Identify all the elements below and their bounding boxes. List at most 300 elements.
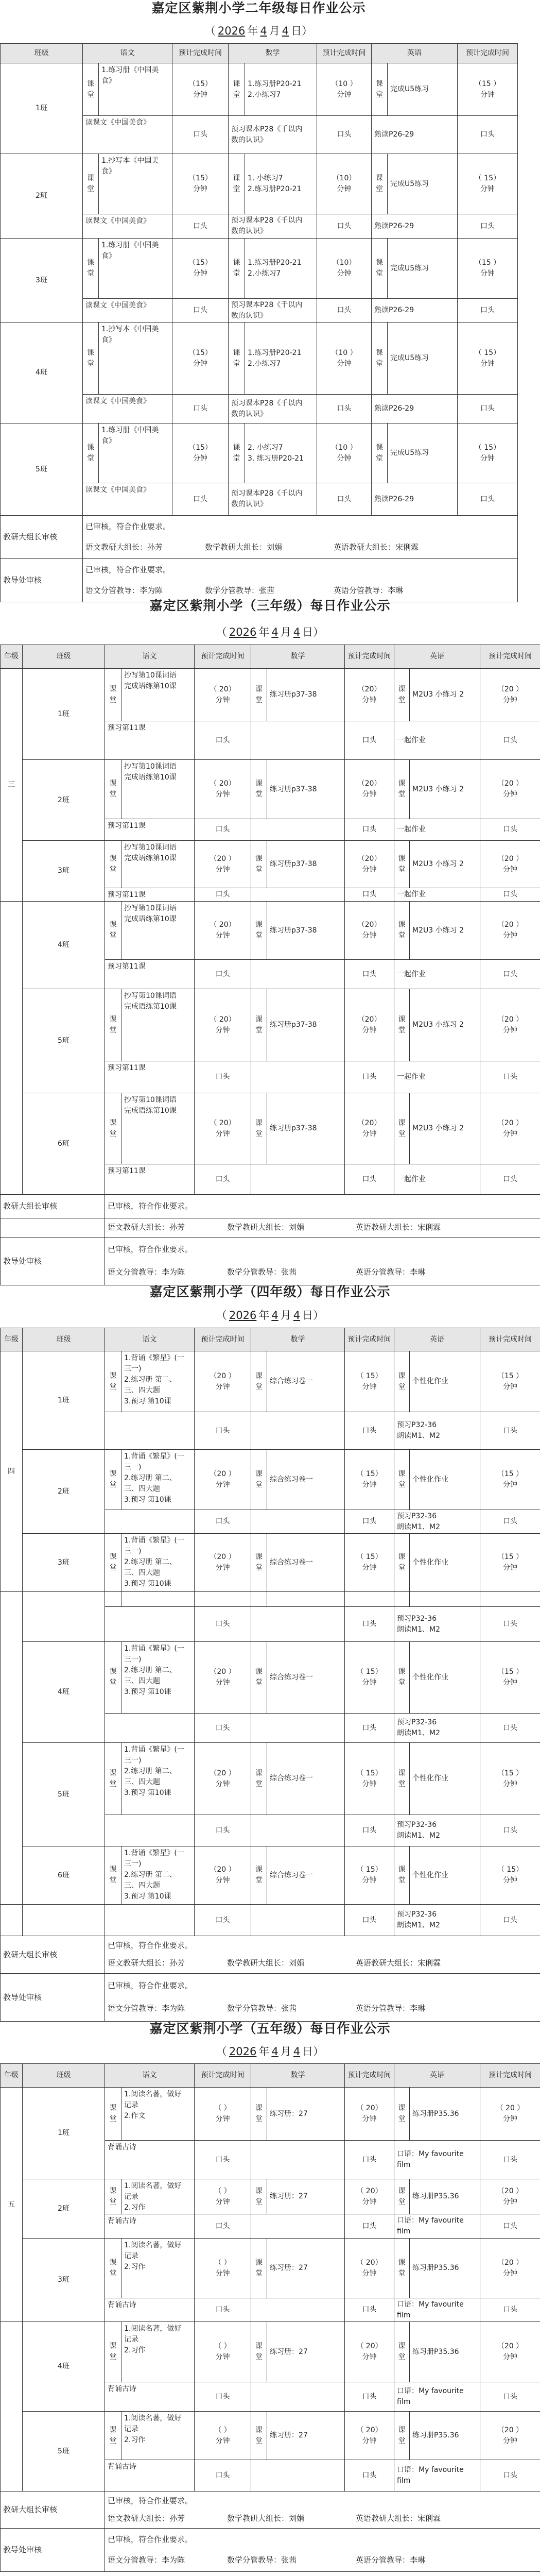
classroom-label: 课堂 bbox=[251, 1534, 267, 1592]
classroom-label: 课堂 bbox=[394, 760, 410, 819]
classroom-label: 课堂 bbox=[105, 2322, 121, 2382]
math-homework: 综合练习卷一 bbox=[267, 1846, 345, 1905]
review-status-text: 已审核，符合作业要求。 bbox=[85, 565, 171, 574]
class-homework-row bbox=[1, 902, 540, 960]
math-homework bbox=[251, 1607, 345, 1642]
math-homework: 练习册p37-38 bbox=[267, 841, 345, 888]
review-status-text: 已审核，符合作业要求。 bbox=[108, 1244, 193, 1254]
date-month: 4 bbox=[271, 626, 278, 638]
english-homework: M2U3 小练习 2 bbox=[410, 669, 480, 721]
class-name-cell: 6班 bbox=[23, 1093, 105, 1195]
date-year: 2026 bbox=[217, 25, 246, 37]
math-time: 口头 bbox=[345, 819, 394, 841]
classroom-label: 课堂 bbox=[372, 239, 388, 299]
english-homework: 预习P32-36 朗读M1、M2 bbox=[394, 1510, 480, 1534]
math-time: （20） 分钟 bbox=[345, 902, 394, 960]
class-name-cell bbox=[23, 1905, 105, 1936]
math-homework: 综合练习卷一 bbox=[267, 1450, 345, 1510]
signer-name: 语文教研大组长：孙芳 bbox=[108, 2513, 185, 2523]
classroom-label: 课堂 bbox=[394, 2239, 410, 2298]
english-time: （20 ） 分钟 bbox=[480, 902, 540, 960]
column-header: 年级 bbox=[1, 1328, 23, 1351]
column-header: 预计完成时间 bbox=[172, 44, 229, 63]
review-label: 教研大组长审核 bbox=[1, 516, 83, 559]
class-name-cell: 3班 bbox=[23, 1534, 105, 1592]
column-header: 预计完成时间 bbox=[345, 645, 394, 669]
column-header: 班级 bbox=[23, 645, 105, 669]
english-homework: 练习册P35.36 bbox=[410, 2239, 480, 2298]
classroom-label bbox=[251, 1592, 267, 1607]
chinese-time: 口头 bbox=[195, 1412, 251, 1450]
date-day-unit: 日 bbox=[302, 2045, 313, 2058]
english-time: 口头 bbox=[480, 1607, 540, 1642]
class-name-cell: 4班 bbox=[1, 323, 83, 423]
date-month-unit: 月 bbox=[280, 626, 291, 638]
english-time: 口头 bbox=[480, 2141, 540, 2179]
class-homework-row bbox=[1, 2179, 540, 2214]
chinese-time: （20 ） 分钟 bbox=[195, 1642, 251, 1714]
chinese-time: （20 ） 分钟 bbox=[195, 841, 251, 888]
english-time: 口头 bbox=[480, 819, 540, 841]
classroom-label: 课堂 bbox=[229, 154, 245, 214]
review-status-text: 已审核，符合作业要求。 bbox=[108, 1940, 193, 1950]
math-time: 口头 bbox=[345, 1412, 394, 1450]
classroom-label: 课堂 bbox=[105, 902, 121, 960]
english-time: （ 15） 分钟 bbox=[458, 154, 518, 214]
header-row bbox=[1, 44, 518, 63]
english-time: （ 15） 分钟 bbox=[458, 423, 518, 483]
english-homework: M2U3 小练习 2 bbox=[410, 1093, 480, 1164]
review-signers bbox=[108, 2513, 537, 2524]
math-time: （ 20） 分钟 bbox=[345, 2088, 394, 2141]
english-homework: 口语：My favourite film bbox=[394, 2214, 480, 2239]
classroom-label: 课堂 bbox=[251, 2239, 267, 2298]
english-homework: 练习册P35.36 bbox=[410, 2179, 480, 2214]
chinese-time: 口头 bbox=[195, 819, 251, 841]
math-homework bbox=[251, 2382, 345, 2412]
classroom-label: 课堂 bbox=[251, 1351, 267, 1412]
class-name-cell: 1班 bbox=[23, 669, 105, 760]
review-signers bbox=[85, 542, 515, 553]
chinese-homework: 读课文《中国美食》 bbox=[83, 483, 172, 516]
math-time: 口头 bbox=[317, 395, 372, 423]
date-year-unit: 年 bbox=[258, 626, 270, 638]
signer-name: 数学分管教导：张茜 bbox=[227, 2555, 297, 2565]
column-header: 数学 bbox=[251, 645, 345, 669]
classroom-label: 课堂 bbox=[372, 63, 388, 116]
column-header: 预计完成时间 bbox=[195, 1328, 251, 1351]
chinese-homework bbox=[105, 1607, 195, 1642]
classroom-label bbox=[105, 1592, 121, 1607]
chinese-time bbox=[195, 1592, 251, 1607]
math-homework bbox=[251, 2214, 345, 2239]
chinese-time: （ 20） 分钟 bbox=[195, 760, 251, 819]
date-day-unit: 日 bbox=[291, 25, 302, 37]
classroom-label: 课堂 bbox=[83, 323, 99, 395]
math-homework: 练习册p37-38 bbox=[267, 902, 345, 960]
column-header: 预计完成时间 bbox=[195, 2064, 251, 2088]
classroom-label: 课堂 bbox=[251, 902, 267, 960]
math-homework: 预习课本P28《千以内 数的认识》 bbox=[229, 116, 317, 154]
date-line bbox=[0, 1308, 540, 1323]
math-time: 口头 bbox=[345, 1061, 394, 1093]
chinese-time: （20 ） 分钟 bbox=[195, 1743, 251, 1815]
chinese-time: 口头 bbox=[195, 1607, 251, 1642]
chinese-time: 口头 bbox=[195, 960, 251, 989]
review-box bbox=[108, 1219, 537, 1236]
review-box bbox=[108, 2529, 537, 2571]
chinese-homework: 预习第11课 bbox=[105, 960, 195, 989]
date-open: （ bbox=[204, 25, 216, 37]
signer-name: 语文分管教导：李为陈 bbox=[108, 1267, 185, 1277]
chinese-homework: 1.背诵《繁星》(一 三一) 2.练习册 第二、 三、四大题 3.预习 第10课 bbox=[121, 1351, 195, 1412]
english-time: （20 ） 分钟 bbox=[480, 841, 540, 888]
classroom-label: 课堂 bbox=[251, 760, 267, 819]
english-time: 口头 bbox=[480, 960, 540, 989]
classroom-label: 课堂 bbox=[394, 841, 410, 888]
chinese-time: 口头 bbox=[172, 395, 229, 423]
grade-label-cell: 四 bbox=[1, 1351, 23, 1592]
chinese-homework: 1.背诵《繁星》(一 三一) 2.练习册 第二、 三、四大题 3.预习 第10课 bbox=[121, 1743, 195, 1815]
math-time: （20） 分钟 bbox=[345, 1093, 394, 1164]
chinese-time: 口头 bbox=[195, 2460, 251, 2492]
review-label: 教研大组长审核 bbox=[1, 2492, 105, 2529]
column-header: 预计完成时间 bbox=[345, 2064, 394, 2088]
class-name-cell: 5班 bbox=[23, 989, 105, 1093]
english-time: （20 ） 分钟 bbox=[480, 1093, 540, 1164]
chinese-time: 口头 bbox=[172, 116, 229, 154]
math-homework bbox=[251, 960, 345, 989]
date-close: ） bbox=[313, 626, 324, 638]
chinese-homework: 抄写第10课词语 完成语练第10课 bbox=[121, 841, 195, 888]
english-homework: 预习P32-36 朗读M1、M2 bbox=[394, 1815, 480, 1846]
review-row bbox=[1, 1974, 540, 2022]
chinese-time: 口头 bbox=[195, 1905, 251, 1936]
math-time: （20） 分钟 bbox=[345, 989, 394, 1061]
chinese-homework: 1.阅读名著，做好 记录 2.习作 bbox=[121, 2412, 195, 2460]
class-name-cell: 1班 bbox=[23, 2088, 105, 2179]
review-label: 教导处审核 bbox=[1, 2529, 105, 2572]
class-homework-row bbox=[1, 989, 540, 1061]
class-name-cell: 4班 bbox=[23, 1642, 105, 1743]
signer-name: 数学教研大组长：刘娟 bbox=[227, 2513, 305, 2523]
english-time: （20 ） 分钟 bbox=[480, 2412, 540, 2460]
class-name-cell: 4班 bbox=[23, 902, 105, 989]
chinese-homework: 读课文《中国美食》 bbox=[83, 116, 172, 154]
review-row bbox=[1, 1218, 540, 1238]
classroom-label: 课堂 bbox=[83, 154, 99, 214]
review-signers bbox=[108, 1958, 537, 1969]
english-homework: 口语：My favourite film bbox=[394, 2298, 480, 2322]
chinese-time: （ ） 分钟 bbox=[195, 2322, 251, 2382]
date-open: （ bbox=[216, 1309, 227, 1321]
math-homework bbox=[251, 819, 345, 841]
english-homework: 预习P32-36 朗读M1、M2 bbox=[394, 1607, 480, 1642]
signer-name: 语文教研大组长：孙芳 bbox=[108, 1958, 185, 1968]
english-time: （ 15） 分钟 bbox=[480, 1846, 540, 1905]
math-homework: 1. 小练习7 2.练习册P20-21 bbox=[245, 154, 317, 214]
review-content bbox=[105, 1974, 540, 2022]
classroom-label: 课堂 bbox=[105, 669, 121, 721]
chinese-homework: 抄写第10课词语 完成语练第10课 bbox=[121, 1093, 195, 1164]
page-title: 嘉定区紫荆小学二年级每日作业公示 bbox=[151, 1, 366, 15]
chinese-homework: 预习第11课 bbox=[105, 819, 195, 841]
classroom-label: 课堂 bbox=[251, 669, 267, 721]
chinese-time: 口头 bbox=[195, 721, 251, 760]
class-homework-row bbox=[1, 1592, 540, 1607]
chinese-time: （15） 分钟 bbox=[172, 239, 229, 299]
english-time: 口头 bbox=[480, 2298, 540, 2322]
signer-name: 英语分管教导：李琳 bbox=[356, 2004, 426, 2013]
math-homework: 预习课本P28《千以内 数的认识》 bbox=[229, 395, 317, 423]
chinese-homework: 1.练习册《中国美 食》 bbox=[99, 63, 172, 116]
review-status-text: 已审核，符合作业要求。 bbox=[108, 2496, 193, 2505]
english-time: 口头 bbox=[480, 1714, 540, 1743]
class-homework-row bbox=[1, 63, 518, 116]
column-header: 预计完成时间 bbox=[345, 1328, 394, 1351]
classroom-label: 课堂 bbox=[105, 2088, 121, 2141]
page-title: 嘉定区紫荆小学（四年级）每日作业公示 bbox=[149, 1284, 391, 1299]
class-name-cell: 2班 bbox=[23, 1450, 105, 1534]
review-content bbox=[83, 559, 518, 602]
date-line bbox=[0, 24, 517, 38]
chinese-homework: 1.阅读名著，做好 记录 2.习作 bbox=[121, 2179, 195, 2214]
math-homework bbox=[251, 888, 345, 902]
column-header: 预计完成时间 bbox=[195, 645, 251, 669]
classroom-label: 课堂 bbox=[83, 423, 99, 483]
column-header: 数学 bbox=[251, 2064, 345, 2088]
date-open: （ bbox=[216, 2045, 227, 2058]
column-header: 语文 bbox=[105, 2064, 195, 2088]
chinese-homework: 读课文《中国美食》 bbox=[83, 214, 172, 239]
signer-name: 语文教研大组长：孙芳 bbox=[108, 1223, 185, 1232]
math-time: （10） 分钟 bbox=[317, 239, 372, 299]
header-row bbox=[1, 1328, 540, 1351]
class-homework-row bbox=[1, 2088, 540, 2141]
math-time bbox=[345, 1592, 394, 1607]
chinese-homework: 背诵古诗 bbox=[105, 2460, 195, 2492]
english-homework: 个性化作业 bbox=[410, 1450, 480, 1510]
date-close: ） bbox=[302, 25, 313, 37]
review-box bbox=[85, 516, 515, 558]
chinese-time: 口头 bbox=[172, 299, 229, 323]
review-label: 教导处审核 bbox=[1, 1238, 105, 1285]
english-time: 口头 bbox=[480, 1061, 540, 1093]
review-label: 教研大组长审核 bbox=[1, 1936, 105, 1974]
math-homework: 预习课本P28《千以内 数的认识》 bbox=[229, 214, 317, 239]
date-line bbox=[0, 2044, 540, 2059]
column-header: 语文 bbox=[105, 645, 195, 669]
classroom-label: 课堂 bbox=[394, 1093, 410, 1164]
review-box bbox=[108, 1238, 537, 1284]
review-signers bbox=[108, 1222, 537, 1233]
math-homework bbox=[251, 1412, 345, 1450]
homework-table bbox=[0, 645, 540, 1285]
chinese-time: （20 ） 分钟 bbox=[195, 1534, 251, 1592]
class-homework-row bbox=[1, 2412, 540, 2460]
review-content bbox=[105, 1218, 540, 1238]
signer-name: 英语分管教导：李琳 bbox=[334, 585, 404, 595]
classroom-label: 课堂 bbox=[394, 2088, 410, 2141]
signer-name: 数学分管教导：张茜 bbox=[205, 585, 275, 595]
homework-table bbox=[0, 2063, 540, 2572]
class-name-cell bbox=[23, 1592, 105, 1642]
review-box bbox=[108, 2492, 537, 2528]
review-label bbox=[1, 1218, 105, 1238]
chinese-time: 口头 bbox=[195, 2298, 251, 2322]
math-time: （10 ） 分钟 bbox=[317, 63, 372, 116]
review-row bbox=[1, 559, 518, 602]
class-homework-row bbox=[1, 239, 518, 299]
math-time: 口头 bbox=[345, 1510, 394, 1534]
english-time: 口头 bbox=[480, 1164, 540, 1195]
class-homework-row bbox=[1, 423, 518, 483]
english-time: （20 ） 分钟 bbox=[480, 2239, 540, 2298]
column-header: 预计完成时间 bbox=[480, 2064, 540, 2088]
chinese-homework: 1.练习册《中国美 食》 bbox=[99, 239, 172, 299]
date-year-unit: 年 bbox=[247, 25, 258, 37]
chinese-homework: 抄写第10课词语 完成语练第10课 bbox=[121, 989, 195, 1061]
class-homework-row bbox=[1, 1351, 540, 1412]
chinese-homework: 预习第11课 bbox=[105, 721, 195, 760]
english-time: （20 ） 分钟 bbox=[480, 2322, 540, 2382]
english-homework: M2U3 小练习 2 bbox=[410, 760, 480, 819]
review-content bbox=[105, 1936, 540, 1974]
english-time: 口头 bbox=[458, 483, 518, 516]
date-day: 4 bbox=[293, 2045, 301, 2058]
math-time: 口头 bbox=[317, 483, 372, 516]
english-time: （15 ） 分钟 bbox=[480, 1351, 540, 1412]
chinese-homework bbox=[105, 1412, 195, 1450]
english-homework bbox=[410, 1592, 480, 1607]
column-header: 预计完成时间 bbox=[480, 1328, 540, 1351]
math-time: 口头 bbox=[345, 2141, 394, 2179]
math-homework: 1.练习册P20-21 2.小练习7 bbox=[245, 239, 317, 299]
classroom-label: 课堂 bbox=[105, 760, 121, 819]
classroom-label: 课堂 bbox=[105, 1450, 121, 1510]
classroom-label: 课堂 bbox=[251, 2179, 267, 2214]
english-homework: 完成U5练习 bbox=[388, 239, 458, 299]
chinese-homework: 预习第11课 bbox=[105, 1164, 195, 1195]
classroom-label: 课堂 bbox=[105, 1642, 121, 1714]
chinese-time: （ 20） 分钟 bbox=[195, 902, 251, 960]
class-name-cell: 2班 bbox=[23, 760, 105, 841]
math-homework bbox=[251, 1510, 345, 1534]
english-time: （15 ） 分钟 bbox=[480, 1743, 540, 1815]
chinese-time: （15） 分钟 bbox=[172, 63, 229, 116]
math-homework bbox=[251, 2141, 345, 2179]
review-content bbox=[105, 1195, 540, 1218]
chinese-homework bbox=[105, 1815, 195, 1846]
english-homework: 一起作业 bbox=[394, 819, 480, 841]
class-name-cell: 1班 bbox=[23, 1351, 105, 1450]
english-time: 口头 bbox=[458, 116, 518, 154]
review-label: 教研大组长审核 bbox=[1, 1195, 105, 1218]
english-homework: 一起作业 bbox=[394, 888, 480, 902]
english-homework: 练习册P35.36 bbox=[410, 2322, 480, 2382]
classroom-label: 课堂 bbox=[229, 323, 245, 395]
english-homework: 口语：My favourite film bbox=[394, 2382, 480, 2412]
chinese-homework: 1.抄写本《中国美 食》 bbox=[99, 154, 172, 214]
column-header: 数学 bbox=[229, 44, 317, 63]
math-time: （ 15） 分钟 bbox=[345, 1534, 394, 1592]
classroom-label: 课堂 bbox=[394, 902, 410, 960]
signer-name: 英语教研大组长：宋俐霖 bbox=[356, 2513, 441, 2523]
class-homework-row bbox=[1, 1642, 540, 1714]
review-box bbox=[108, 1974, 537, 2021]
class-homework-row bbox=[1, 1093, 540, 1164]
date-day-unit: 日 bbox=[302, 626, 313, 638]
math-homework: 练习册：27 bbox=[267, 2322, 345, 2382]
chinese-homework bbox=[105, 1714, 195, 1743]
review-signers bbox=[108, 1267, 537, 1278]
classroom-label: 课堂 bbox=[394, 1351, 410, 1412]
english-homework: M2U3 小练习 2 bbox=[410, 841, 480, 888]
math-time: （ 20） 分钟 bbox=[345, 2179, 394, 2214]
date-year: 2026 bbox=[229, 2045, 257, 2058]
review-box bbox=[108, 1937, 537, 1973]
english-time: 口头 bbox=[480, 1905, 540, 1936]
class-name-cell: 1班 bbox=[1, 63, 83, 154]
math-homework: 练习册p37-38 bbox=[267, 669, 345, 721]
signer-name: 数学教研大组长：刘娟 bbox=[227, 1223, 305, 1232]
date-month-unit: 月 bbox=[269, 25, 280, 37]
math-homework: 练习册：27 bbox=[267, 2239, 345, 2298]
column-header: 班级 bbox=[1, 44, 83, 63]
classroom-label: 课堂 bbox=[394, 1642, 410, 1714]
math-homework: 综合练习卷一 bbox=[267, 1351, 345, 1412]
signer-name: 语文分管教导：李为陈 bbox=[85, 585, 163, 595]
review-row bbox=[1, 2529, 540, 2572]
chinese-time: （15） 分钟 bbox=[172, 423, 229, 483]
column-header: 数学 bbox=[251, 1328, 345, 1351]
signer-name: 语文分管教导：李为陈 bbox=[108, 2004, 185, 2013]
chinese-time: （15） 分钟 bbox=[172, 154, 229, 214]
column-header: 预计完成时间 bbox=[480, 645, 540, 669]
classroom-label: 课堂 bbox=[394, 669, 410, 721]
classroom-label: 课堂 bbox=[229, 423, 245, 483]
english-homework: 完成U5练习 bbox=[388, 423, 458, 483]
math-homework: 练习册：27 bbox=[267, 2088, 345, 2141]
english-homework: 个性化作业 bbox=[410, 1846, 480, 1905]
chinese-homework: 抄写第10课词语 完成语练第10课 bbox=[121, 669, 195, 721]
page-title: 嘉定区紫荆小学（三年级）每日作业公示 bbox=[149, 598, 391, 613]
math-homework: 预习课本P28《千以内 数的认识》 bbox=[229, 483, 317, 516]
signer-name: 语文教研大组长：孙芳 bbox=[85, 542, 163, 552]
math-time: 口头 bbox=[317, 299, 372, 323]
math-time: （10 ） 分钟 bbox=[317, 323, 372, 395]
column-header: 英语 bbox=[394, 1328, 480, 1351]
math-time: （ 15） 分钟 bbox=[345, 1846, 394, 1905]
signer-name: 数学教研大组长：刘娟 bbox=[227, 1958, 305, 1968]
signer-name: 英语教研大组长：宋俐霖 bbox=[356, 1958, 441, 1968]
date-year: 2026 bbox=[229, 1309, 257, 1321]
classroom-label: 课堂 bbox=[251, 2322, 267, 2382]
math-time: 口头 bbox=[345, 888, 394, 902]
math-time: （10 ） 分钟 bbox=[317, 423, 372, 483]
math-homework bbox=[251, 1061, 345, 1093]
class-homework-row bbox=[1, 1743, 540, 1815]
math-homework bbox=[251, 2460, 345, 2492]
english-time: 口头 bbox=[480, 721, 540, 760]
chinese-homework: 1.背诵《繁星》(一 三一) 2.练习册 第二、 三、四大题 3.预习 第10课 bbox=[121, 1450, 195, 1510]
chinese-time: （20 ） 分钟 bbox=[195, 1846, 251, 1905]
classroom-label: 课堂 bbox=[372, 423, 388, 483]
column-header: 英语 bbox=[394, 645, 480, 669]
math-homework bbox=[251, 1714, 345, 1743]
math-time: （ 15） 分钟 bbox=[345, 1450, 394, 1510]
classroom-label: 课堂 bbox=[105, 1351, 121, 1412]
